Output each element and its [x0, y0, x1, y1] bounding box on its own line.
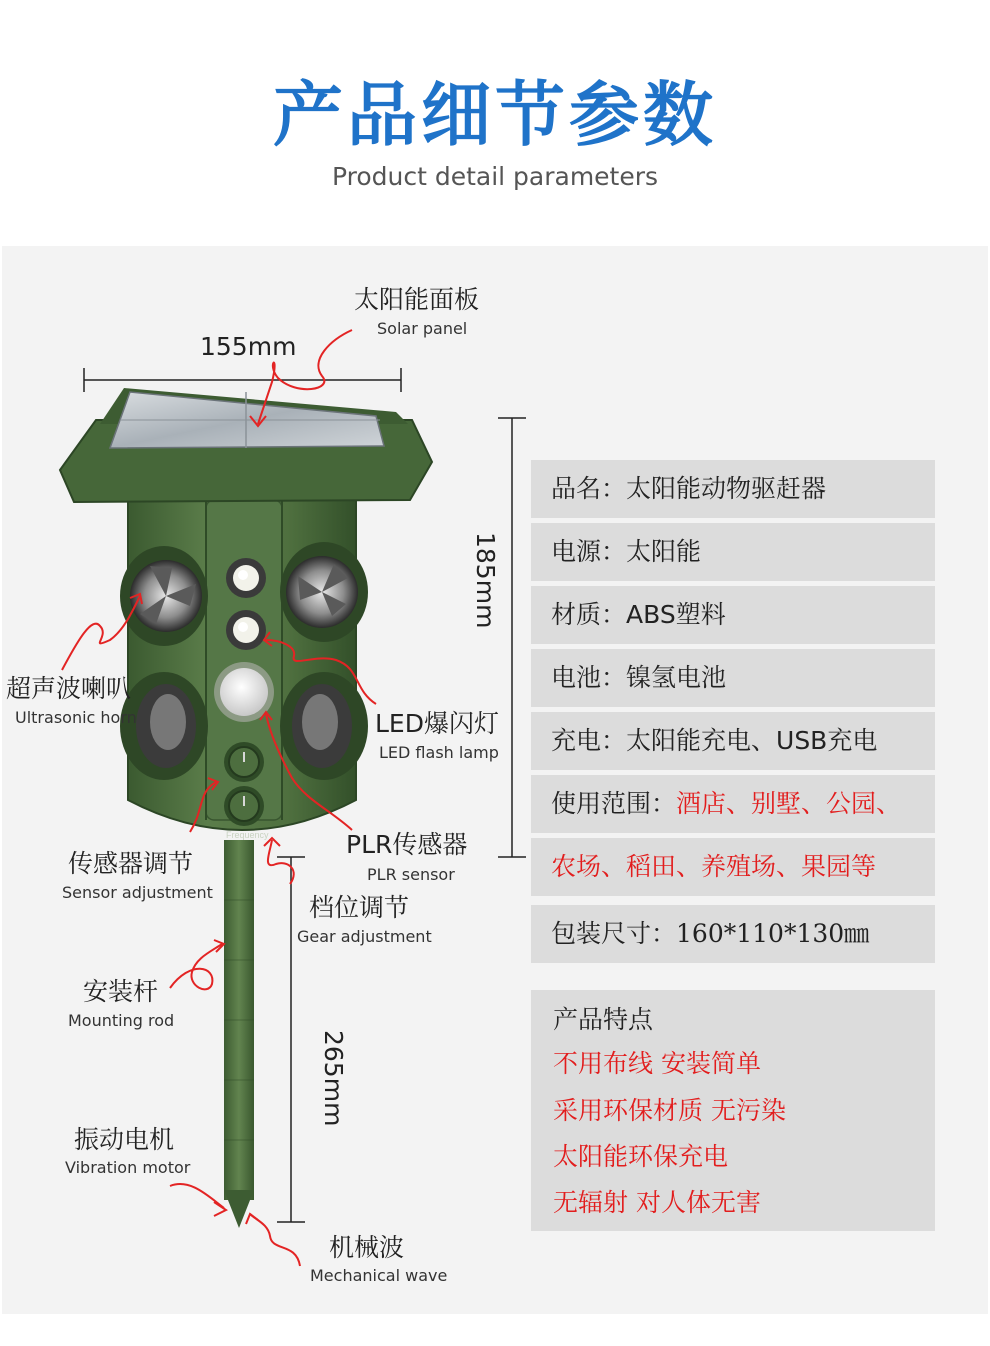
- spec-row-name: [531, 460, 935, 518]
- spec-key: 充电：: [551, 726, 627, 755]
- spec-key: 包装尺寸：: [551, 919, 677, 948]
- body-height-dimension-line: [498, 418, 526, 857]
- knob-text: Frequency: [226, 830, 269, 840]
- feature-item: 不用布线 安装简单: [553, 1049, 761, 1078]
- spec-key: 电池：: [551, 663, 627, 692]
- spec-key: 品名：: [551, 474, 627, 503]
- spec-value: 农场、稻田、养殖场、果园等: [551, 852, 877, 881]
- spec-key: 使用范围：: [551, 789, 677, 818]
- spec-value: 酒店、别墅、公园、: [676, 789, 902, 818]
- vibration-motor-label-en: Vibration motor: [65, 1158, 191, 1177]
- spec-key: 材质：: [551, 600, 627, 629]
- spec-value: 太阳能充电、USB充电: [626, 726, 878, 755]
- ultrasonic-horn-label: 超声波喇叭: [6, 674, 132, 703]
- feature-item: 无辐射 对人体无害: [553, 1188, 761, 1217]
- feature-item: 太阳能环保充电: [553, 1142, 729, 1171]
- rod-length-dimension: 265mm: [319, 1030, 348, 1127]
- solar-panel: [60, 388, 432, 502]
- spec-row-power: [531, 523, 935, 581]
- solar-panel-label: 太阳能面板: [354, 285, 480, 314]
- page-subtitle: Product detail parameters: [331, 162, 659, 191]
- ultrasonic-horn-label-en: Ultrasonic horn: [15, 708, 137, 727]
- width-dimension-line: [84, 368, 401, 392]
- page-title: 产品细节参数: [273, 74, 717, 156]
- sensor-adjustment-label: 传感器调节: [68, 849, 194, 878]
- features-title: 产品特点: [553, 1005, 654, 1034]
- led-flash-label-en: LED flash lamp: [379, 743, 499, 762]
- spec-row-charging: [531, 712, 935, 770]
- feature-item: 采用环保材质 无污染: [553, 1096, 786, 1125]
- spec-row-package-size: [531, 905, 935, 963]
- mechanical-wave-label: 机械波: [329, 1233, 405, 1262]
- sensor-knob: [224, 742, 264, 782]
- width-dimension: 155mm: [200, 332, 297, 361]
- sensor-adjustment-label-en: Sensor adjustment: [62, 883, 213, 902]
- mounting-rod: [224, 840, 254, 1228]
- mounting-rod-label: 安装杆: [83, 977, 159, 1006]
- spec-key: 电源：: [551, 537, 627, 566]
- led-flash-label: LED爆闪灯: [375, 709, 499, 738]
- speaker-bottom-right: [280, 672, 368, 780]
- spec-row-usage-continued: [531, 838, 935, 896]
- mounting-rod-label-en: Mounting rod: [68, 1011, 175, 1030]
- plr-sensor-label: PLR传感器: [346, 830, 468, 859]
- led-lamp-top: [226, 558, 266, 598]
- vibration-motor-label: 振动电机: [74, 1125, 175, 1154]
- spec-value: 镍氢电池: [626, 663, 727, 692]
- gear-adjustment-label-en: Gear adjustment: [297, 927, 432, 946]
- led-lamp-bottom: [226, 610, 266, 650]
- solar-panel-label-en: Solar panel: [377, 319, 468, 338]
- spec-value: 太阳能: [626, 537, 702, 566]
- spec-value: ABS塑料: [626, 600, 726, 629]
- gear-knob: [224, 786, 264, 826]
- spec-row-usage: [531, 775, 935, 833]
- gear-adjustment-label: 档位调节: [309, 893, 410, 922]
- body-height-dimension: 185mm: [471, 532, 500, 629]
- features-box: [531, 990, 935, 1231]
- plr-sensor-label-en: PLR sensor: [367, 865, 455, 884]
- spec-value: 160*110*130㎜: [676, 919, 870, 948]
- spec-value: 太阳能动物驱赶器: [626, 474, 827, 503]
- spec-row-material: [531, 586, 935, 644]
- mechanical-wave-label-en: Mechanical wave: [310, 1266, 448, 1285]
- spec-row-battery: [531, 649, 935, 707]
- rod-length-dimension-line: [277, 857, 305, 1222]
- speaker-top-right: [280, 542, 368, 642]
